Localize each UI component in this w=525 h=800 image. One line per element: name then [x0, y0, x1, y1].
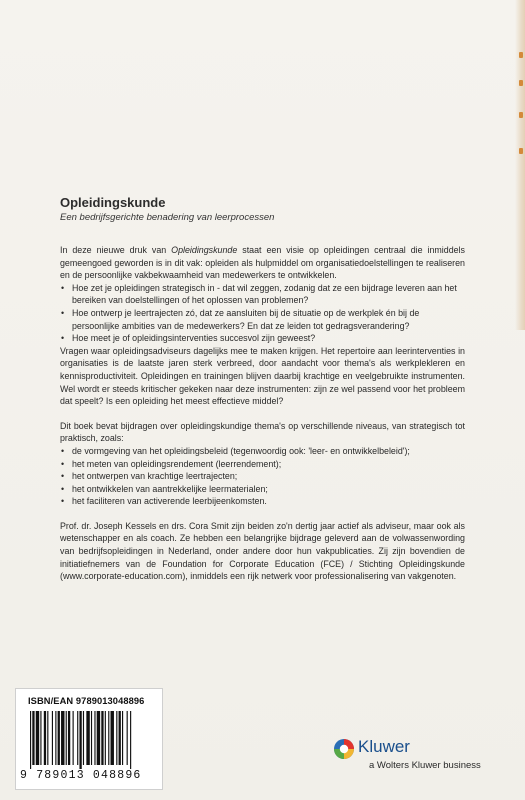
cover-edge-strip [515, 0, 525, 330]
question-text: Hoe meet je of opleidingsinterventies succesvol zijn geweest? [72, 333, 316, 344]
edge-mark [519, 80, 523, 86]
bullet-icon: • [61, 483, 65, 494]
themes-intro: Dit boek bevat bijdragen over opleidingskundige thema's op verschillende niveaus, van strategisch tot praktisch, zoals: [60, 420, 465, 444]
bullet-icon: • [61, 307, 65, 318]
publisher-logo [330, 734, 500, 774]
theme-item [60, 470, 465, 483]
kluwer-globe-icon [333, 738, 355, 760]
bullet-icon: • [61, 471, 65, 482]
question-item [60, 307, 465, 332]
barcode-icon [30, 711, 156, 769]
theme-item [60, 483, 465, 496]
edge-mark [519, 52, 523, 58]
question-text: Hoe zet je opleidingen strategisch in - dat wil zeggen, zodanig dat ze een bijdrage leveren aan het bereiken van doelstellingen of het oplossen van problemen? [72, 282, 457, 306]
question-text: Hoe ontwerp je leertrajecten zó, dat ze aansluiten bij de situatie op de werkplek én bij de persoonlijke ambities van de medewerkers? En dat ze leiden tot gedragsverandering? [72, 307, 420, 331]
edge-mark [519, 148, 523, 154]
bullet-icon: • [61, 282, 65, 293]
question-item [60, 332, 465, 345]
theme-text: het ontwikkelen van aantrekkelijke leermaterialen; [72, 483, 268, 494]
book-title: Opleidingskunde [60, 195, 166, 210]
intro-text-start: In deze nieuwe druk van [60, 245, 172, 255]
intro-emphasis: Opleidingskunde [171, 245, 238, 255]
context-paragraph: Vragen waar opleidingsadviseurs dagelijks mee te maken krijgen. Het repertoire aan leerinterventies in organisaties is de laatste jaren sterk verbreed, door aandacht voor thema's als werkplekleren en kennisproductiviteit. Opleidingen en trainingen blijven daarbij krachtige en veelgebruikte instrumenten. Wel wordt er steeds kritischer gekeken naar deze instrumenten: zijn ze wel passend voor het probleem dat speelt? Is een opleiding het meest effectieve middel? [60, 345, 465, 407]
question-item [60, 282, 465, 307]
bullet-icon: • [61, 496, 65, 507]
theme-text: het faciliteren van activerende leerbijeenkomsten. [72, 496, 267, 507]
book-subtitle: Een bedrijfsgerichte benadering van leerprocessen [60, 212, 275, 223]
questions-list [60, 282, 465, 345]
intro-paragraph [60, 244, 465, 282]
theme-text: het meten van opleidingsrendement (leerrendement); [72, 458, 282, 469]
publisher-tagline: a Wolters Kluwer business [369, 760, 481, 771]
theme-item [60, 495, 465, 508]
isbn-label: ISBN/EAN 9789013048896 [28, 696, 145, 706]
theme-text: het ontwerpen van krachtige leertrajecten; [72, 471, 238, 482]
isbn-barcode-label [15, 688, 163, 790]
themes-list [60, 445, 465, 508]
bullet-icon: • [61, 445, 65, 456]
edge-mark [519, 112, 523, 118]
intro-text-end: staat een visie op opleidingen centraal die inmiddels gemeengoed geworden is in dit vak: opleiden als hulpmiddel om organisatiedoelstellingen te realiseren en de persoonlijke vakbekwaamheid van medewerkers te ontwikkelen. [60, 245, 465, 281]
theme-text: de vormgeving van het opleidingsbeleid (tegenwoordig ook: 'leer- en ontwikkelbeleid'); [72, 445, 410, 456]
blurb-content [60, 195, 465, 583]
bullet-icon: • [61, 333, 65, 344]
publisher-name: Kluwer [358, 737, 410, 756]
isbn-digits: 9 789013 048896 [20, 769, 142, 782]
bullet-icon: • [61, 458, 65, 469]
theme-item [60, 458, 465, 471]
theme-item [60, 445, 465, 458]
authors-paragraph: Prof. dr. Joseph Kessels en drs. Cora Smit zijn beiden zo'n dertig jaar actief als adviseur, maar ook als wetenschapper en als coach. Ze hebben een belangrijke bijdrage geleverd aan de volwassenwording van bedrijfsopleidingen in Nederland, onder andere door hun vakpublicaties. Zij zijn bovendien de initiatiefnemers van de Foundation for Corporate Education (FCE) / Stichting Opleidingskunde (www.corporate-education.com), inmiddels een rijk netwerk voor professionalisering van vakgenoten. [60, 520, 465, 582]
